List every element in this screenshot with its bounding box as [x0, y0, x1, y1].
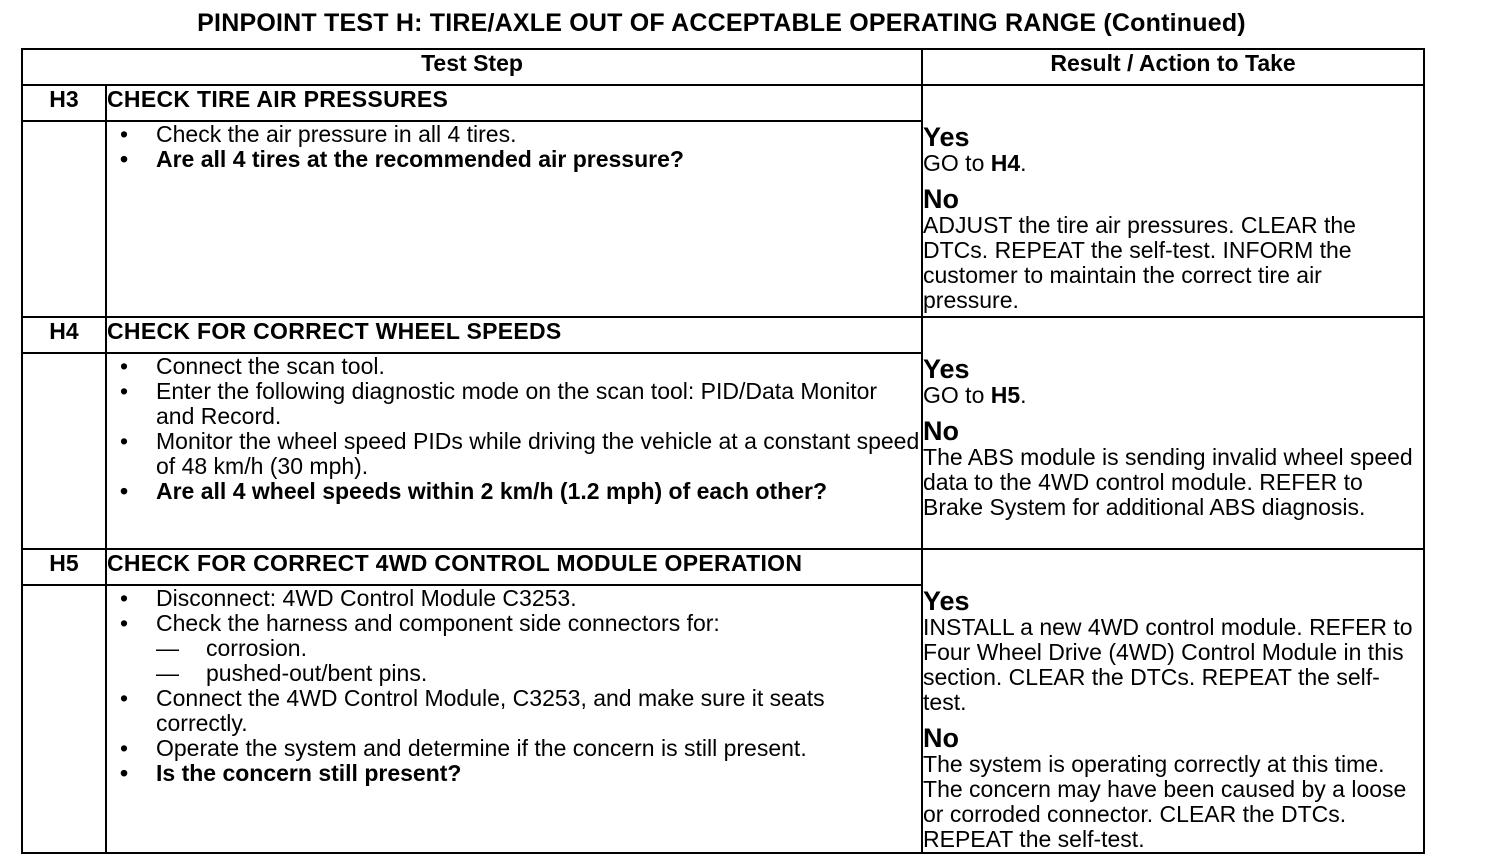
list-item-text: Check the harness and component side connectors for:: [156, 610, 720, 636]
yes-label: Yes: [923, 354, 970, 384]
step-heading: CHECK FOR CORRECT WHEEL SPEEDS: [106, 317, 922, 353]
list-item: • Monitor the wheel speed PIDs while driving the vehicle at a constant speed of 48 km/h (30 mph).: [156, 429, 921, 479]
step-heading: CHECK FOR CORRECT 4WD CONTROL MODULE OPERATION: [106, 549, 922, 585]
no-label: No: [923, 723, 960, 753]
test-step-header: Test Step: [22, 49, 922, 85]
list-item: • Enter the following diagnostic mode on the scan tool: PID/Data Monitor and Record.: [156, 379, 921, 429]
pinpoint-test-table: [21, 48, 1425, 854]
yes-label: Yes: [923, 586, 970, 616]
table-header-row: [22, 49, 1424, 85]
list-item: • Disconnect: 4WD Control Module C3253.: [156, 586, 921, 611]
yes-text: GO to H5.: [923, 382, 1027, 408]
step-h3-result: [922, 85, 1424, 317]
list-item: [156, 611, 921, 686]
list-item: • Operate the system and determine if the concern is still present.: [156, 736, 921, 761]
list-item-question: • Is the concern still present?: [156, 761, 921, 786]
step-id-spacer: [22, 585, 106, 853]
sub-list-item: — corrosion.: [206, 636, 921, 661]
step-id: H4: [22, 317, 106, 353]
no-text: The system is operating correctly at this time. The concern may have been caused by a loose or corroded connector. CLEAR the DTCs. REPEAT the self-test.: [923, 751, 1407, 852]
no-text: The ABS module is sending invalid wheel speed data to the 4WD control module. REFER to Brake System for additional ABS diagnosis.: [923, 444, 1413, 520]
step-h3-heading-row: [22, 85, 1424, 121]
step-h4-heading-row: [22, 317, 1424, 353]
step-id-spacer: [22, 353, 106, 549]
sub-list: [156, 636, 921, 686]
step-id: H3: [22, 85, 106, 121]
step-h5-heading-row: [22, 549, 1424, 585]
yes-text: INSTALL a new 4WD control module. REFER to Four Wheel Drive (4WD) Control Module in this section. CLEAR the DTCs. REPEAT the self-test.: [923, 614, 1413, 715]
step-id: H5: [22, 549, 106, 585]
list-item-question: • Are all 4 wheel speeds within 2 km/h (1.2 mph) of each other?: [156, 479, 921, 504]
list-item-question: • Are all 4 tires at the recommended air pressure?: [156, 147, 921, 172]
list-item: • Connect the scan tool.: [156, 354, 921, 379]
step-h5-result: [922, 549, 1424, 853]
step-id-spacer: [22, 121, 106, 317]
yes-label: Yes: [923, 122, 970, 152]
sub-list-item: — pushed-out/bent pins.: [206, 661, 921, 686]
step-h3-instructions: [106, 121, 922, 317]
list-item: • Check the air pressure in all 4 tires.: [156, 122, 921, 147]
list-item: • Connect the 4WD Control Module, C3253, and make sure it seats correctly.: [156, 686, 921, 736]
step-h4-instructions: [106, 353, 922, 549]
step-h4-result: [922, 317, 1424, 549]
page-title: PINPOINT TEST H: TIRE/AXLE OUT OF ACCEPTABLE OPERATING RANGE (Continued): [197, 9, 1246, 37]
yes-text: GO to H4.: [923, 150, 1027, 176]
result-header: Result / Action to Take: [922, 49, 1424, 85]
step-h5-instructions: [106, 585, 922, 853]
no-text: ADJUST the tire air pressures. CLEAR the DTCs. REPEAT the self-test. INFORM the customer to maintain the correct tire air pressure.: [923, 212, 1356, 313]
step-heading: CHECK TIRE AIR PRESSURES: [106, 85, 922, 121]
no-label: No: [923, 416, 960, 446]
no-label: No: [923, 184, 960, 214]
